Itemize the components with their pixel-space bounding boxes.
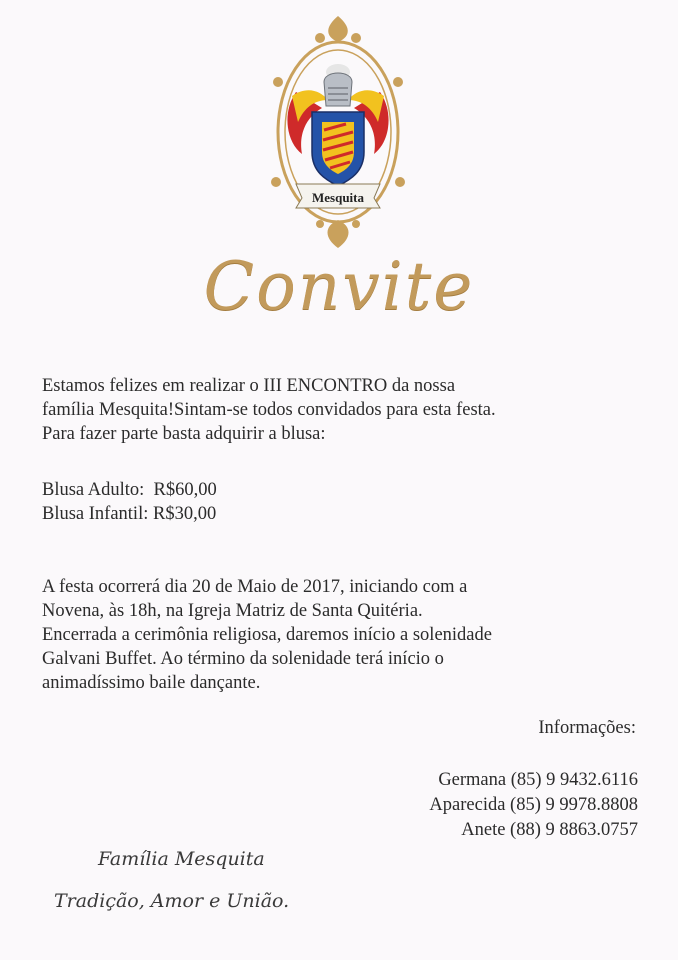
price-row-adult [42,478,217,502]
contact-item: Germana (85) 9 9432.6116 [438,770,638,790]
details-line: Encerrada a cerimônia religiosa, daremos início a solenidade [42,625,492,645]
price-row-child [42,502,217,526]
crest-banner-text: Mesquita [312,190,364,205]
family-crest-icon [262,12,414,252]
details-line: A festa ocorrerá dia 20 de Maio de 2017, iniciando com a [42,577,468,597]
invitation-heading: Convite [203,248,475,325]
price-value: R$60,00 [153,480,217,500]
contact-list [429,768,638,843]
signature-family: Família Mesquita [98,848,265,870]
details-line: animadíssimo baile dançante. [42,673,261,693]
contact-item: Aparecida (85) 9 9978.8808 [429,795,638,815]
details-line: Galvani Buffet. Ao término da solenidade terá início o [42,649,444,669]
price-value: R$30,00 [152,504,217,524]
price-label: Blusa Adulto: [42,480,145,500]
info-heading: Informações: [538,718,636,738]
contact-item: Anete (88) 9 8863.0757 [461,820,638,840]
intro-line: Estamos felizes em realizar o III ENCONTRO da nossa [42,376,456,396]
event-details-paragraph [42,575,652,695]
details-line: Novena, às 18h, na Igreja Matriz de Santa Quitéria. [42,601,423,621]
intro-paragraph [42,374,642,446]
price-list [42,478,217,526]
intro-line: família Mesquita!Sintam-se todos convidados para esta festa. [42,400,496,420]
intro-line: Para fazer parte basta adquirir a blusa: [42,424,326,444]
price-label: Blusa Infantil: [42,504,149,524]
signature-motto: Tradição, Amor e União. [54,890,290,912]
